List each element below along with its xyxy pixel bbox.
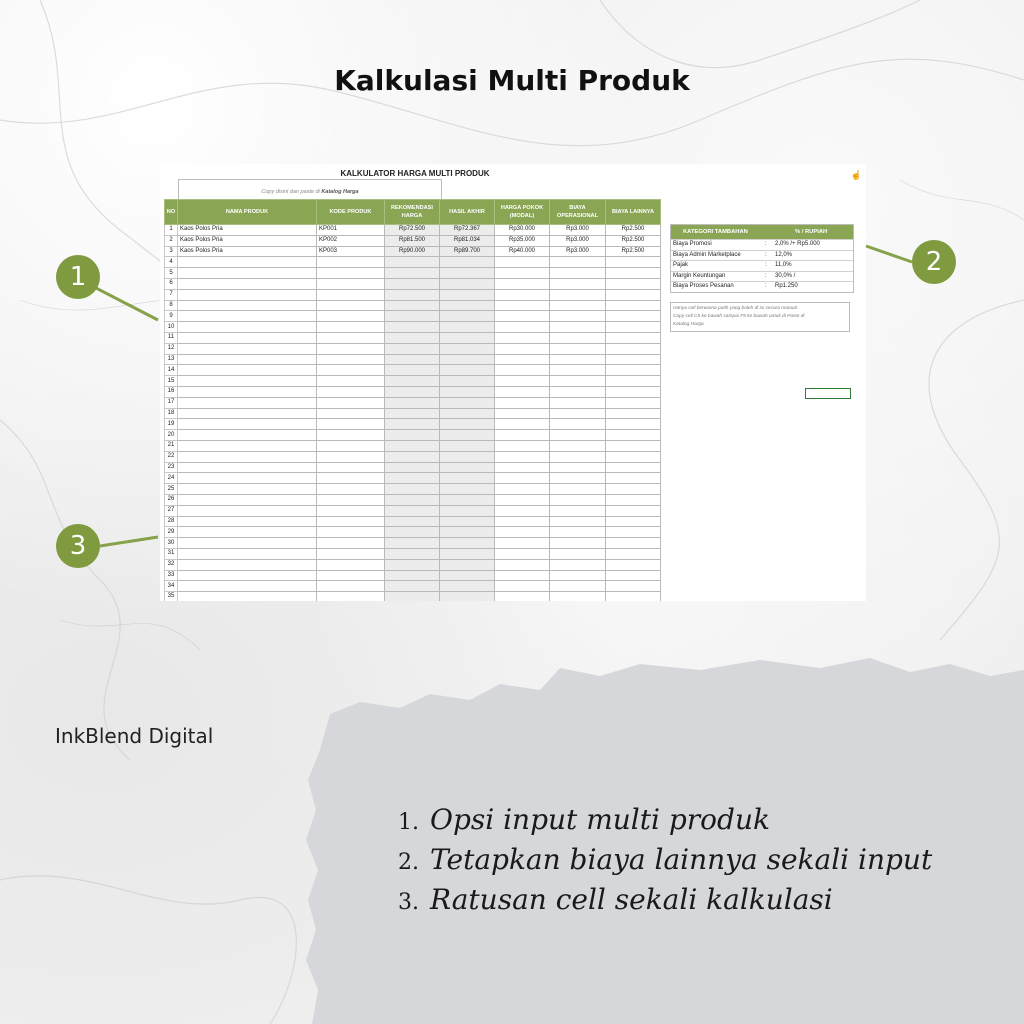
feature-number: 2. xyxy=(398,850,419,875)
row-number: 12 xyxy=(165,343,178,354)
feature-item xyxy=(398,800,932,840)
copy-note-target: Katalog Harga xyxy=(321,189,359,195)
row-number: 33 xyxy=(165,570,178,581)
table-cell[interactable]: Rp72.500 xyxy=(385,225,440,236)
table-cell[interactable]: Rp30.000 xyxy=(495,225,550,236)
row-number: 6 xyxy=(165,278,178,289)
kategori-value[interactable]: Rp1.250 xyxy=(775,283,798,290)
kategori-label: Biaya Admin Marketplace xyxy=(673,251,741,258)
row-number: 15 xyxy=(165,376,178,387)
column-header: BIAYA OPERASIONAL xyxy=(550,200,606,225)
row-number: 14 xyxy=(165,365,178,376)
table-cell[interactable]: Rp40.000 xyxy=(495,246,550,257)
row-number: 27 xyxy=(165,505,178,516)
row-number: 16 xyxy=(165,386,178,397)
column-header: HARGA POKOK (MODAL) xyxy=(495,200,550,225)
row-number: 35 xyxy=(165,592,178,601)
kategori-label: Margin Keuntungan xyxy=(673,272,726,279)
note-line: Copy cell C5 ke bawah sampai F5 ke bawah untuk di Paste di xyxy=(673,314,805,319)
column-header: HASIL AKHIR xyxy=(440,200,495,225)
kategori-sep: : xyxy=(765,283,767,290)
table-cell[interactable]: Rp90.000 xyxy=(385,246,440,257)
row-number: 19 xyxy=(165,419,178,430)
column-header: NO xyxy=(165,200,178,225)
kategori-sep: : xyxy=(765,251,767,258)
callout-3: 3 xyxy=(56,524,100,568)
feature-text: Tetapkan biaya lainnya sekali input xyxy=(430,843,933,876)
kategori-header-unit: % / RUPIAH xyxy=(795,229,828,235)
table-cell[interactable]: Rp3.000 xyxy=(550,235,606,246)
table-cell[interactable]: KP001 xyxy=(317,225,385,236)
kategori-sep: : xyxy=(765,262,767,269)
copy-note-text: Copy disini dan paste di xyxy=(261,189,320,195)
hand-pointer-icon: ☝ xyxy=(850,170,862,180)
column-header: REKOMENDASI HARGA xyxy=(385,200,440,225)
row-number: 31 xyxy=(165,548,178,559)
row-number: 29 xyxy=(165,527,178,538)
row-number: 28 xyxy=(165,516,178,527)
table-cell[interactable]: Kaos Polos Pria xyxy=(178,246,317,257)
row-number: 20 xyxy=(165,430,178,441)
kategori-value[interactable]: 12,0% xyxy=(775,251,793,258)
feature-text: Opsi input multi produk xyxy=(430,803,770,836)
table-cell[interactable]: KP002 xyxy=(317,235,385,246)
table-cell[interactable]: Rp81.500 xyxy=(385,235,440,246)
row-number: 5 xyxy=(165,268,178,279)
feature-number: 3. xyxy=(398,890,419,915)
row-number: 22 xyxy=(165,451,178,462)
kategori-label: Biaya Promosi xyxy=(673,241,712,247)
kategori-sep: : xyxy=(765,272,767,279)
row-number: 26 xyxy=(165,494,178,505)
page-title: Kalkulasi Multi Produk xyxy=(334,64,690,97)
table-cell[interactable]: Rp2.500 xyxy=(606,225,661,236)
row-number: 1 xyxy=(165,225,178,236)
table-cell[interactable]: Rp35.000 xyxy=(495,235,550,246)
row-number: 13 xyxy=(165,354,178,365)
sheet-title: KALKULATOR HARGA MULTI PRODUK xyxy=(340,169,490,178)
feature-text: Ratusan cell sekali kalkulasi xyxy=(430,883,833,916)
kategori-label: Pajak xyxy=(673,262,689,269)
kategori-value[interactable]: 11,0% xyxy=(775,262,792,269)
row-number: 8 xyxy=(165,300,178,311)
row-number: 32 xyxy=(165,559,178,570)
row-number: 2 xyxy=(165,235,178,246)
table-cell[interactable]: Kaos Polos Pria xyxy=(178,225,317,236)
feature-number: 1. xyxy=(398,810,419,835)
row-number: 17 xyxy=(165,397,178,408)
column-header: BIAYA LAINNYA xyxy=(606,200,661,225)
row-number: 21 xyxy=(165,440,178,451)
column-header: NAMA PRODUK xyxy=(178,200,317,225)
table-cell[interactable]: Rp81.034 xyxy=(440,235,495,246)
row-number: 3 xyxy=(165,246,178,257)
row-number: 25 xyxy=(165,484,178,495)
row-number: 24 xyxy=(165,473,178,484)
feature-item xyxy=(398,880,932,920)
table-cell[interactable]: Rp89.700 xyxy=(440,246,495,257)
row-number: 9 xyxy=(165,311,178,322)
table-cell[interactable]: KP003 xyxy=(317,246,385,257)
column-header: KODE PRODUK xyxy=(317,200,385,225)
table-cell[interactable]: Kaos Polos Pria xyxy=(178,235,317,246)
row-number: 34 xyxy=(165,581,178,592)
kategori-value[interactable]: 30,0% / xyxy=(775,272,796,279)
table-cell[interactable]: Rp2.500 xyxy=(606,235,661,246)
table-cell[interactable]: Rp3.000 xyxy=(550,225,606,236)
table-cell[interactable]: Rp2.500 xyxy=(606,246,661,257)
kategori-label: Biaya Proses Pesanan xyxy=(673,283,734,290)
callout-1: 1 xyxy=(56,255,100,299)
kategori-header-label: KATEGORI TAMBAHAN xyxy=(683,229,748,235)
row-number: 4 xyxy=(165,257,178,268)
row-number: 23 xyxy=(165,462,178,473)
table-cell[interactable]: Rp3.000 xyxy=(550,246,606,257)
row-number: 11 xyxy=(165,332,178,343)
row-number: 18 xyxy=(165,408,178,419)
kategori-value[interactable]: 2,0% /+ Rp5.000 xyxy=(775,241,820,247)
note-line: Hanya cell berwarna putih yang boleh di isi secara manual xyxy=(673,306,797,311)
feature-list xyxy=(398,800,932,920)
table-cell[interactable]: Rp72.367 xyxy=(440,225,495,236)
kategori-sep: : xyxy=(765,241,767,247)
brand-name: InkBlend Digital xyxy=(55,724,214,748)
row-number: 30 xyxy=(165,538,178,549)
row-number: 7 xyxy=(165,289,178,300)
row-number: 10 xyxy=(165,322,178,333)
note-line: Katalog Harga xyxy=(673,322,704,327)
callout-2: 2 xyxy=(912,240,956,284)
feature-item xyxy=(398,840,932,880)
